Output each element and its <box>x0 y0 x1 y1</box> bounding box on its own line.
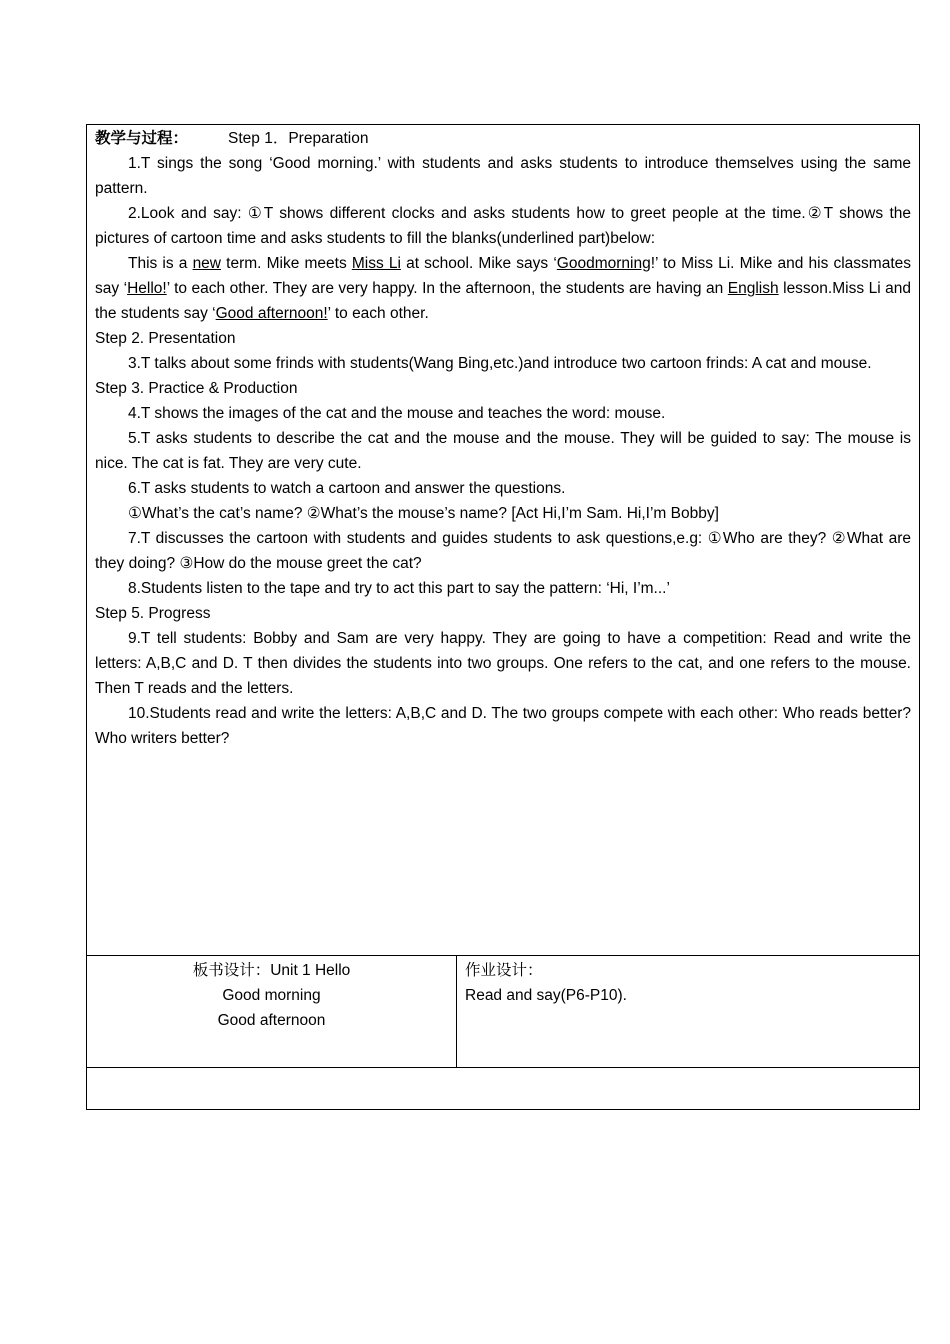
procedure-header <box>95 126 911 151</box>
board-line-2: Good afternoon <box>217 1012 326 1029</box>
board-line-1: Good morning <box>222 987 321 1004</box>
procedure-cell <box>87 125 919 956</box>
board-title: 板书设计：Unit 1 Hello <box>192 962 351 979</box>
step3-heading: Step 3. Practice & Production <box>95 380 298 397</box>
empty-footer-row <box>87 1068 919 1109</box>
item-1: 1.T sings the song ‘Good morning.’ with students and asks students to introduce themselves using the same pattern. <box>95 155 911 197</box>
fill-blank-passage: This is a new term. Mike meets Miss Li at school. Mike says ‘Goodmorning!’ to Miss Li. Mike and his classmates say ‘Hello!’ to each other. They are very happy. In the afternoon, the students are having an English lesson.Miss Li and the students say ‘Good afternoon!’ to each other. <box>95 255 912 322</box>
blank-answer: Hello! <box>127 280 167 297</box>
board-design-cell <box>87 956 457 1068</box>
homework-cell <box>457 956 919 1068</box>
lesson-plan-table <box>86 124 920 1110</box>
item-7: 7.T discusses the cartoon with students and guides students to ask questions,e.g: ①Who are they? ②What are they doing? ③How do the mouse greet the cat? <box>95 530 911 572</box>
item-3: 3.T talks about some frinds with students(Wang Bing,etc.)and introduce two cartoon frinds: A cat and mouse. <box>128 355 872 372</box>
item-5: 5.T asks students to describe the cat and the mouse and the mouse. They will be guided to say: The mouse is nice. The cat is fat. They are very cute. <box>95 430 911 472</box>
item-8: 8.Students listen to the tape and try to act this part to say the pattern: ‘Hi, I’m...’ <box>128 580 670 597</box>
procedure-label: 教学与过程： <box>95 130 189 147</box>
homework-label: 作业设计： <box>465 962 543 979</box>
step1-heading: Step 1．Preparation <box>228 130 369 147</box>
blank-answer: Miss Li <box>351 255 401 272</box>
blank-answer: Goodmorning <box>556 255 651 272</box>
item-10: 10.Students read and write the letters: A,B,C and D. The two groups compete with each other: Who reads better? Who writers better? <box>95 705 911 747</box>
blank-answer: English <box>727 280 779 297</box>
item-2: 2.Look and say: ①T shows different clocks and asks students how to greet people at the time.②T shows the pictures of cartoon time and asks students to fill the blanks(underlined part)below: <box>95 205 911 247</box>
blank-answer: Good afternoon! <box>215 305 328 322</box>
item-6: 6.T asks students to watch a cartoon and answer the questions. <box>128 480 566 497</box>
item-6-questions: ①What’s the cat’s name? ②What’s the mouse’s name? [Act Hi,I’m Sam. Hi,I’m Bobby] <box>128 505 719 522</box>
blank-answer: new <box>192 255 221 272</box>
step5-heading: Step 5. Progress <box>95 605 211 622</box>
homework-text: Read and say(P6-P10). <box>465 987 627 1004</box>
item-4: 4.T shows the images of the cat and the mouse and teaches the word: mouse. <box>128 405 666 422</box>
step2-heading: Step 2. Presentation <box>95 330 236 347</box>
item-9: 9.T tell students: Bobby and Sam are very happy. They are going to have a competition: Read and write the letters: A,B,C and D. T then divides the students into two groups. One refers to the cat, and one refers to the mouse. Then T reads and the letters. <box>95 630 911 697</box>
